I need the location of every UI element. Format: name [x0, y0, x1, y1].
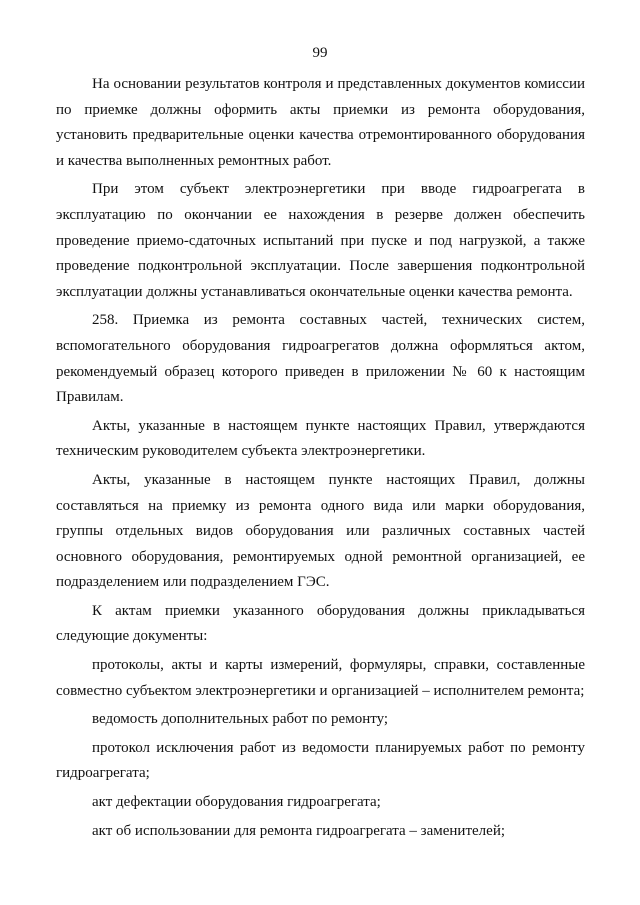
paragraph-acceptance-acts: На основании результатов контроля и представленных документов комиссии по приемке должны оформить акты приемки из ремонта оборудования, установить предварительные оценки качества отремонтированного оборудования и качества выполненных ремонтных работ. [56, 76, 585, 169]
document-body [56, 72, 585, 847]
paragraph-commissioning-tests: При этом субъект электроэнергетики при вводе гидроагрегата в эксплуатацию по окончании ее нахождения в резерве должен обеспечить проведение приемо-сдаточных испытаний при пуске и под нагрузкой, а также проведение подконтрольной эксплуатации. После завершения подконтрольной эксплуатации должны устанавливаться окончательные оценки качества ремонта. [56, 181, 585, 300]
paragraph-attached-documents: К актам приемки указанного оборудования должны прикладываться следующие документы: [56, 602, 585, 645]
list-item-defect-act: акт дефектации оборудования гидроагрегата; [92, 794, 381, 811]
list-item-additional-works: ведомость дополнительных работ по ремонту; [92, 711, 389, 728]
paragraph-acts-approval: Акты, указанные в настоящем пункте настоящих Правил, утверждаются техническим руководителем субъекта электроэнергетики. [56, 417, 585, 460]
list-item-protocols: протоколы, акты и карты измерений, формуляры, справки, составленные совместно субъектом электроэнергетики и организацией – исполнителем ремонта; [56, 657, 585, 699]
list-item-exclusion-protocol: протокол исключения работ из ведомости планируемых работ по ремонту гидроагрегата; [56, 739, 585, 782]
list-item-substitutes-act: акт об использовании для ремонта гидроагрегата – заменителей; [92, 822, 506, 839]
paragraph-258: 258. Приемка из ремонта составных частей, технических систем, вспомогательного оборудования гидроагрегатов должна оформляться актом, рекомендуемый образец которого приведен в приложении № 60 к настоящим Правилам. [56, 312, 585, 406]
page-number: 99 [312, 45, 328, 61]
paragraph-acts-scope: Акты, указанные в настоящем пункте настоящих Правил, должны составляться на приемку из ремонта одного вида или марки оборудования, группы отдельных видов оборудования или различных составных частей основного оборудования, ремонтируемых одной ремонтной организацией, ее подразделением или подразделением ГЭС. [56, 471, 585, 591]
